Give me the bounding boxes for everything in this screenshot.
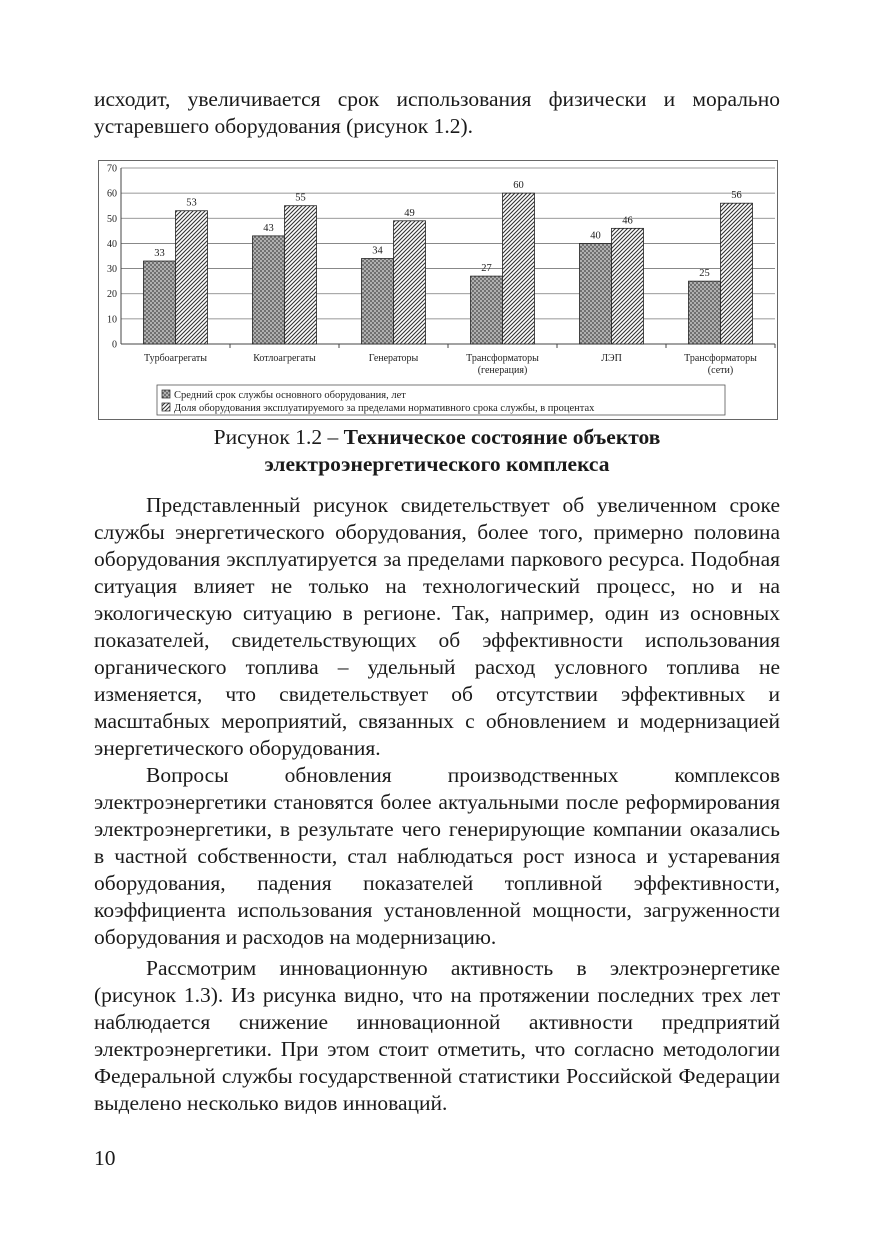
- x-tick-label: (сети): [707, 365, 734, 376]
- legend-entry: Средний срок службы основного оборудования, лет: [174, 390, 406, 401]
- x-tick-label: Котлоагрегаты: [253, 353, 316, 364]
- y-tick-label: 60: [107, 188, 117, 200]
- x-tick-label: Генераторы: [368, 353, 419, 364]
- body-paragraph-3: Рассмотрим инновационную активность в электроэнергетике (рисунок 1.3). Из рисунка видно, что на протяжении последних трех лет наблюдается снижение инновационной активности предприятий электроэнергетики. При этом стоит отметить, что согласно методологии Федеральной службы государственной статистики Российской Федерации выделено несколько видов инноваций.: [94, 956, 780, 1115]
- bar: [689, 281, 721, 344]
- data-label: 56: [731, 190, 742, 202]
- data-label: 55: [295, 192, 306, 204]
- bar: [612, 228, 644, 344]
- bar-chart: [99, 161, 777, 419]
- figure-caption-line-2: [94, 451, 780, 478]
- legend-swatch: [162, 403, 170, 411]
- data-label: 25: [699, 268, 710, 280]
- y-tick-label: 0: [112, 339, 117, 351]
- body-paragraph-2: Вопросы обновления производственных комплексов электроэнергетики становятся более актуальными после реформирования электроэнергетики, в результате чего генерирующие компании оказались в частной собственности, стал наблюдаться рост износа и устаревания оборудования, падения показателей топливной эффективности, коэффициента использования установленной мощности, загруженности оборудования и расходов на модернизацию.: [94, 763, 780, 949]
- y-tick-label: 70: [107, 163, 117, 175]
- bar: [176, 211, 208, 344]
- y-tick-label: 30: [107, 264, 117, 276]
- legend-entry: Доля оборудования эксплуатируемого за пределами нормативного срока службы, в процентах: [174, 403, 595, 414]
- legend-swatch: [162, 390, 170, 398]
- bar: [285, 206, 317, 344]
- y-tick-label: 20: [107, 289, 117, 301]
- data-label: 27: [481, 263, 492, 275]
- data-label: 46: [622, 215, 633, 227]
- bar: [721, 203, 753, 344]
- y-tick-label: 10: [107, 314, 117, 326]
- bar: [253, 236, 285, 344]
- data-label: 40: [590, 230, 601, 242]
- data-label: 53: [186, 197, 197, 209]
- figure-caption-line-1: [94, 424, 780, 451]
- caption-prefix: Рисунок 1.2 –: [213, 425, 344, 449]
- x-tick-label: Трансформаторы: [684, 353, 757, 364]
- bar: [471, 276, 503, 344]
- x-tick-label: Турбоагрегаты: [143, 353, 208, 364]
- bar: [394, 221, 426, 344]
- caption-title-part-1: Техническое состояние объектов: [343, 425, 661, 449]
- data-label: 43: [263, 222, 274, 234]
- y-tick-label: 40: [107, 238, 117, 250]
- bar: [503, 193, 535, 344]
- bar: [144, 261, 176, 344]
- bar: [362, 259, 394, 344]
- intro-paragraph: исходит, увеличивается срок использования физически и морально устаревшего оборудования (рисунок 1.2).: [94, 87, 780, 138]
- x-tick-label: Трансформаторы: [466, 353, 539, 364]
- y-tick-label: 50: [107, 213, 117, 225]
- page-number: 10: [94, 1146, 116, 1170]
- figure-chart: [98, 160, 778, 420]
- caption-title-part-2: электроэнергетического комплекса: [264, 452, 610, 476]
- data-label: 34: [372, 245, 383, 257]
- data-label: 33: [154, 248, 165, 260]
- body-paragraph-1: Представленный рисунок свидетельствует об увеличенном сроке службы энергетического оборудования, более того, примерно половина оборудования эксплуатируется за пределами паркового ресурса. Подобная ситуация влияет не только на технологический процесс, но и на экологическую ситуацию в регионе. Так, например, один из основных показателей, свидетельствующих об эффективности использования органического топлива – удельный расход условного топлива не изменяется, что свидетельствует об отсутствии эффективных и масштабных мероприятий, связанных с обновлением и модернизацией энергетического оборудования.: [94, 493, 780, 760]
- chart-legend: [157, 385, 725, 415]
- bar: [580, 243, 612, 344]
- data-label: 49: [404, 207, 415, 219]
- x-tick-label: (генерация): [477, 365, 528, 376]
- x-tick-label: ЛЭП: [601, 353, 622, 364]
- data-label: 60: [513, 180, 524, 192]
